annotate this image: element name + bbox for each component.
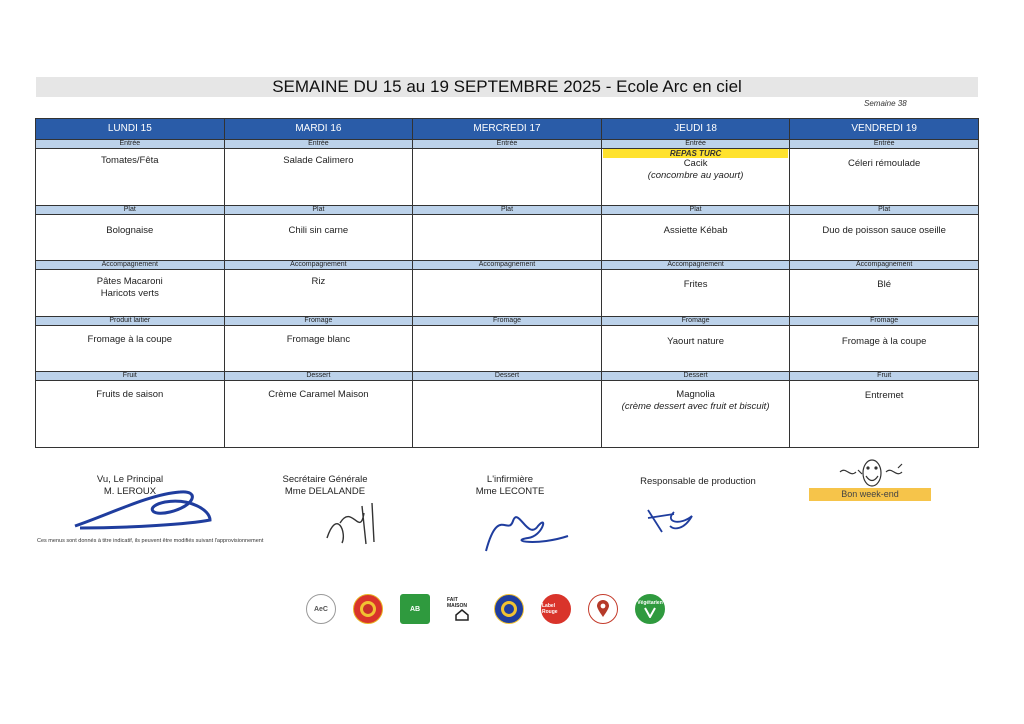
vegetarien-logo: [635, 594, 665, 624]
signatory-title: Vu, Le Principal: [96, 474, 164, 485]
section-label: Entrée: [602, 140, 790, 149]
smiley-icon: [836, 458, 908, 488]
section-label: Fromage: [225, 316, 413, 326]
vegetarien-label: Végétarien: [637, 600, 663, 606]
produit-local-logo: [588, 594, 618, 624]
dish-main: Cacik: [683, 158, 708, 169]
signature-production: Responsable de production: [640, 476, 756, 487]
day-header: VENDREDI 19: [790, 119, 978, 140]
dish-cell: Chili sin carne: [288, 225, 349, 236]
agriculture-biologique-logo: AB: [400, 594, 430, 624]
arc-en-ciel-logo: AeC: [306, 594, 336, 624]
dish-cell: Fromage blanc: [286, 334, 351, 345]
dish-cell: Céleri rémoulade: [848, 158, 921, 169]
signature-scribble-production: [644, 504, 699, 534]
dish-cell: Yaourt nature: [667, 336, 725, 347]
dish-cell: [413, 270, 601, 316]
section-label: Accompagnement: [225, 260, 413, 270]
igp-logo: [494, 594, 524, 624]
signature-infirmiere: [440, 474, 580, 498]
day-header: MERCREDI 17: [413, 119, 601, 140]
section-label: Accompagnement: [790, 260, 978, 270]
fait-maison-logo: [447, 594, 477, 624]
dish-cell: [602, 381, 790, 447]
signatory-title: L'infirmière: [486, 474, 534, 485]
dish-cell: Fromage à la coupe: [841, 336, 927, 347]
signatory-name: M. LEROUX: [103, 486, 157, 497]
signature-scribble-secretaire: [322, 498, 382, 548]
signatory-name: Mme DELALANDE: [284, 486, 366, 497]
dish-cell: Bolognaise: [106, 225, 154, 236]
section-label: Plat: [413, 205, 601, 215]
dish-cell: Pâtes Macaroni Haricots verts: [96, 276, 163, 299]
dish-cell: Frites: [683, 279, 708, 290]
dish-description: (crème dessert avec fruit et biscuit): [621, 401, 770, 412]
repas-turc-badge: REPAS TURC: [603, 149, 789, 158]
section-label: Fruit: [36, 371, 224, 381]
dish-description: (concombre au yaourt): [647, 170, 744, 181]
dish-cell: Duo de poisson sauce oseille: [822, 225, 946, 236]
section-label: Entrée: [790, 140, 978, 149]
dish-cell: Tomates/Fêta: [101, 155, 159, 166]
dish-cell: Crème Caramel Maison: [268, 389, 369, 400]
dish-cell: Entremet: [864, 390, 904, 401]
section-label: Accompagnement: [602, 260, 790, 270]
dish-cell: Salade Calimero: [283, 155, 354, 166]
dish-cell: Fruits de saison: [96, 389, 164, 400]
section-label: Plat: [602, 205, 790, 215]
section-label: Plat: [36, 205, 224, 215]
column-mardi: [225, 119, 414, 447]
label-rouge-logo: Label Rouge: [541, 594, 571, 624]
dish-cell: [413, 215, 601, 260]
section-label: Produit laitier: [36, 316, 224, 326]
column-jeudi: [602, 119, 791, 447]
section-label: Fruit: [790, 371, 978, 381]
dish-cell: Blé: [877, 279, 892, 290]
week-number: Semaine 38: [864, 99, 907, 108]
dish-cell: Riz: [311, 276, 326, 287]
signature-scribble-infirmiere: [478, 496, 573, 556]
section-label: Plat: [790, 205, 978, 215]
section-label: Entrée: [36, 140, 224, 149]
section-label: Dessert: [225, 371, 413, 381]
section-label: Fromage: [790, 316, 978, 326]
dish-cell: [413, 326, 601, 371]
label-logos: [306, 594, 665, 624]
section-label: Dessert: [413, 371, 601, 381]
day-header: LUNDI 15: [36, 119, 224, 140]
section-label: Fromage: [602, 316, 790, 326]
section-label: Entrée: [225, 140, 413, 149]
dish-cell: [413, 149, 601, 205]
dish-cell: [413, 381, 601, 447]
section-label: Entrée: [413, 140, 601, 149]
menu-table: [35, 118, 979, 448]
section-label: Accompagnement: [413, 260, 601, 270]
disclaimer-text: Ces menus sont donnés à titre indicatif, ils peuvent être modifiés suivant l'approvisionnement: [37, 538, 264, 544]
section-label: Fromage: [413, 316, 601, 326]
column-mercredi: [413, 119, 602, 447]
weekend-banner: Bon week-end: [809, 488, 931, 501]
dish-cell: [602, 149, 790, 205]
section-label: Dessert: [602, 371, 790, 381]
section-label: Plat: [225, 205, 413, 215]
section-label: Accompagnement: [36, 260, 224, 270]
aop-logo: [353, 594, 383, 624]
signature-scribble-principal: [70, 484, 220, 534]
page-title: SEMAINE DU 15 au 19 SEPTEMBRE 2025 - Ecole Arc en ciel: [36, 77, 978, 97]
fait-maison-label: FAIT MAISON: [447, 597, 467, 609]
signatory-name: Mme LECONTE: [475, 486, 545, 497]
column-vendredi: [790, 119, 979, 447]
day-header: MARDI 16: [225, 119, 413, 140]
column-lundi: [36, 119, 225, 447]
dish-cell: Assiette Kébab: [663, 225, 728, 236]
dish-main: Magnolia: [676, 389, 715, 400]
day-header: JEUDI 18: [602, 119, 790, 140]
signature-secretaire: [255, 474, 395, 498]
signatory-title: Secrétaire Générale: [282, 474, 368, 485]
dish-cell: Fromage à la coupe: [87, 334, 173, 345]
